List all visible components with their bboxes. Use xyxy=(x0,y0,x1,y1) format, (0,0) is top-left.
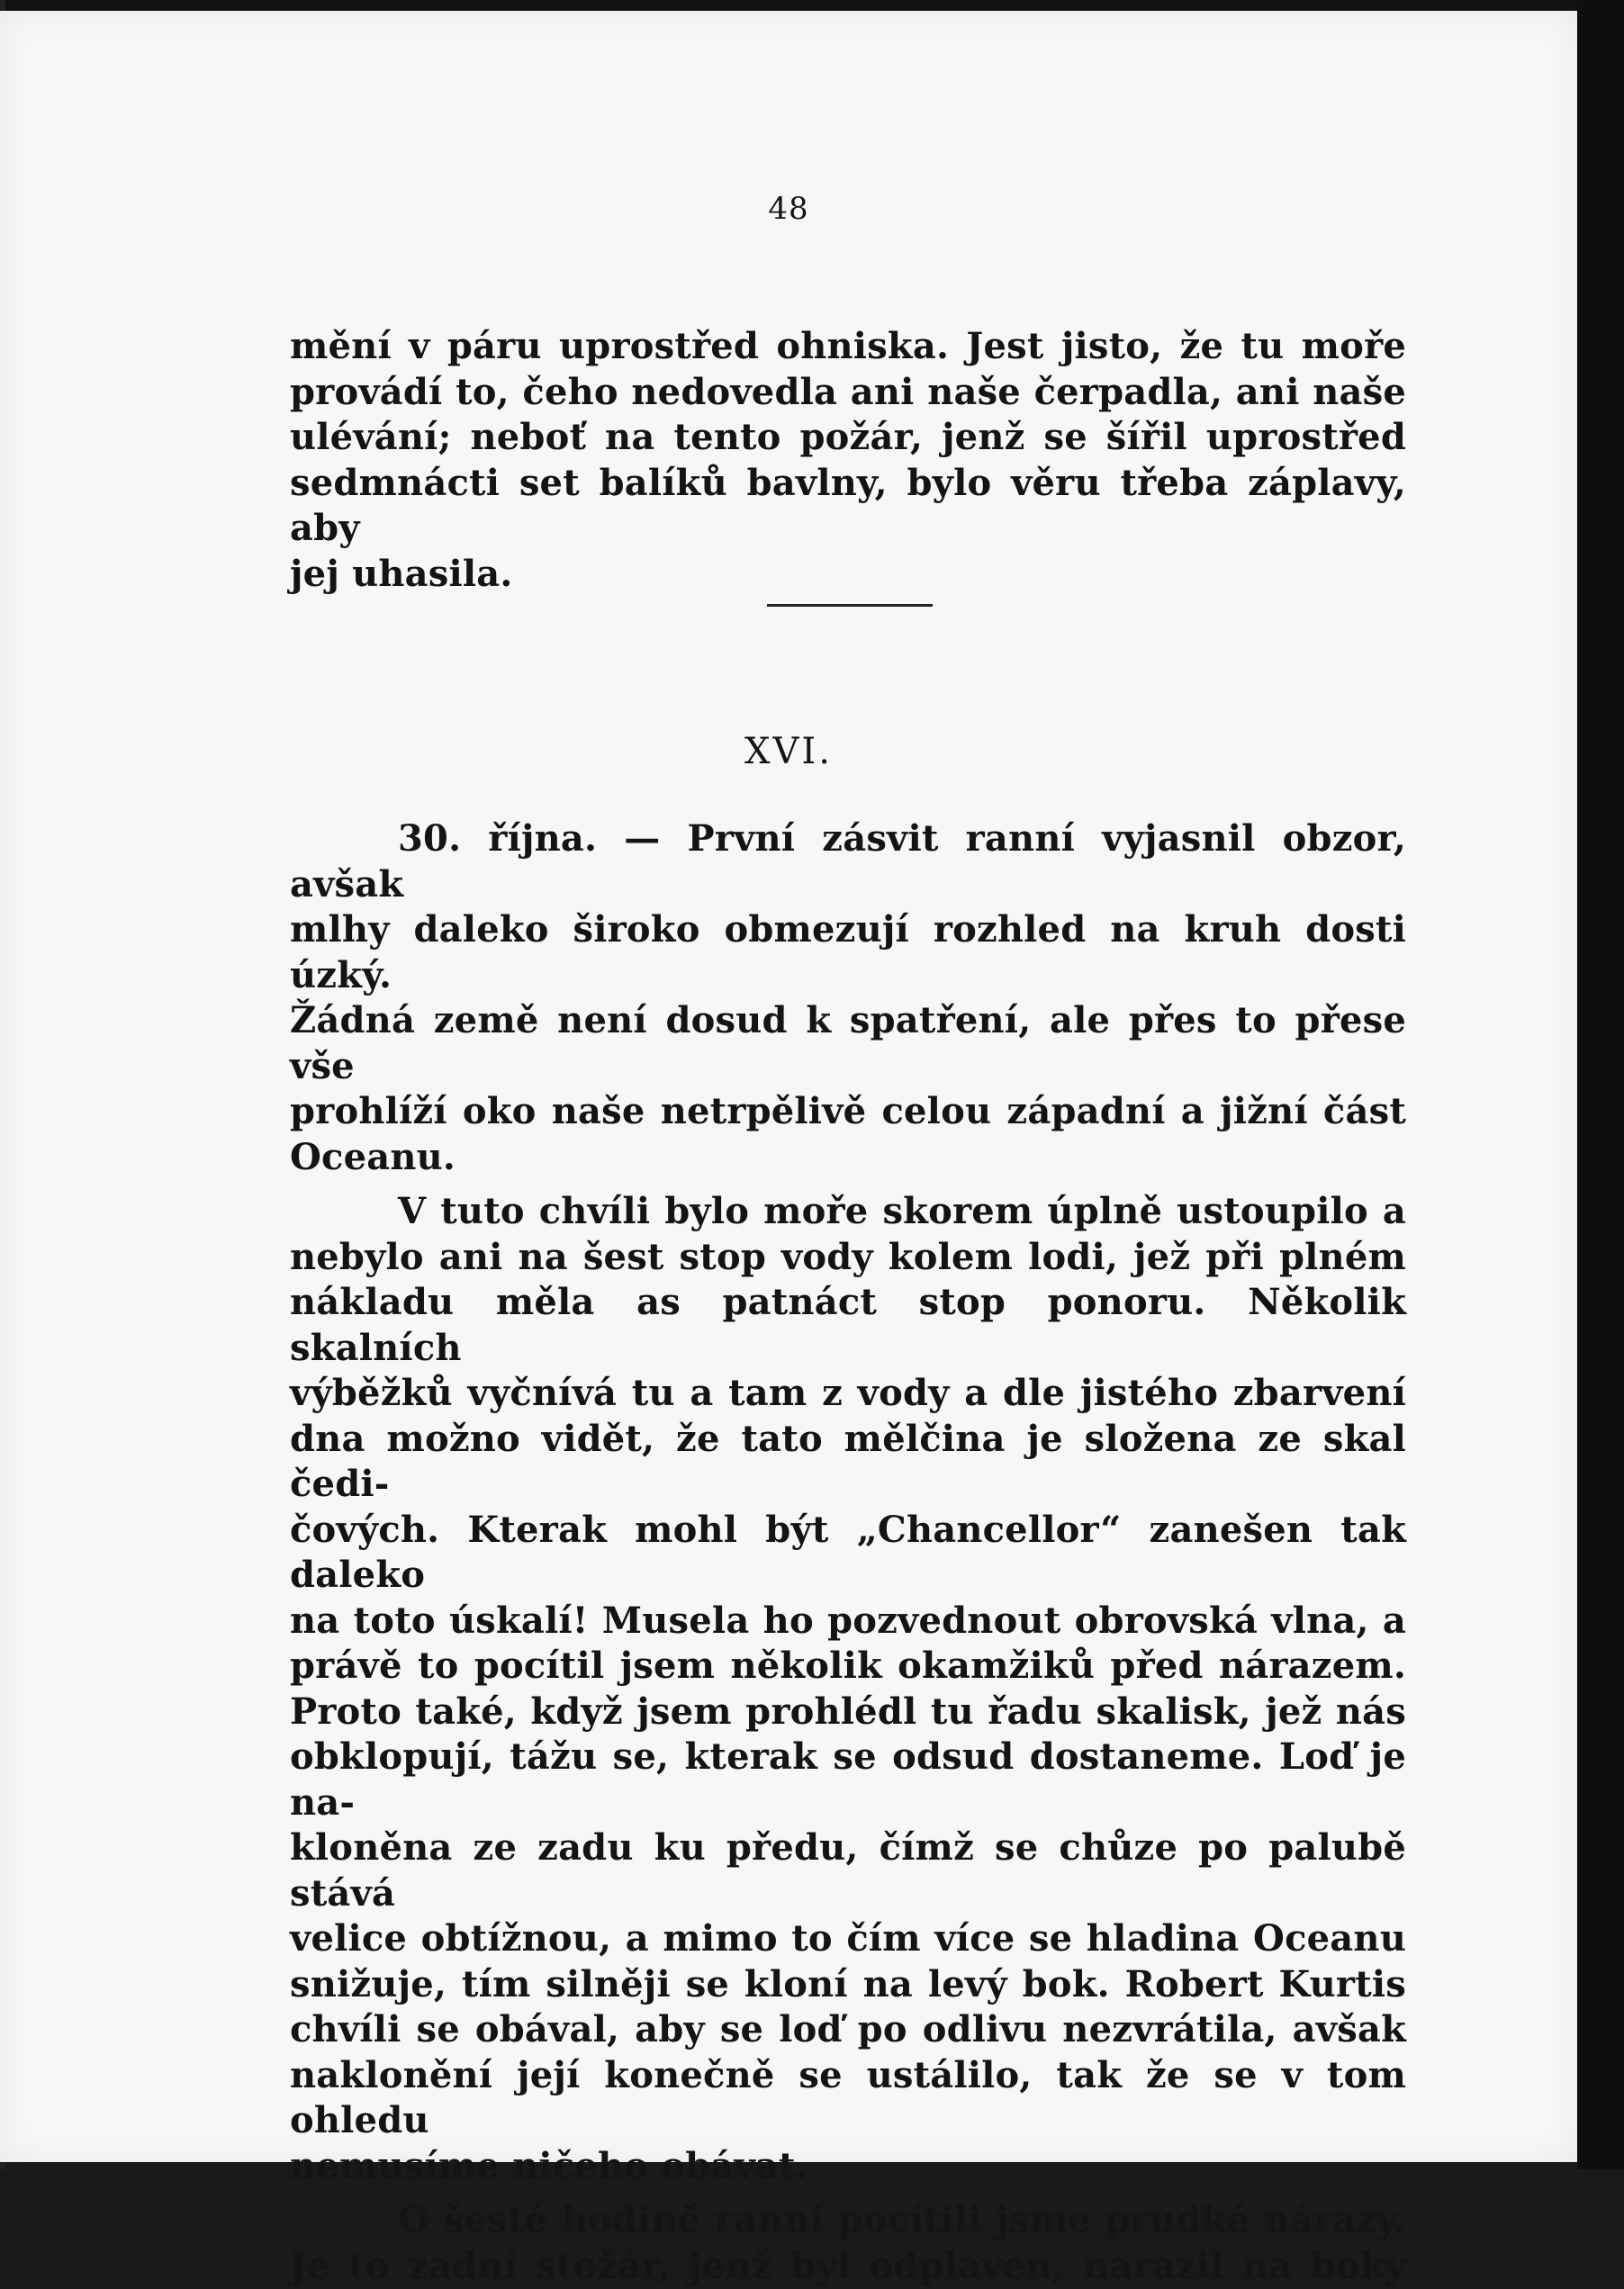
scan-border-right xyxy=(1577,0,1624,2169)
text-line: jej uhasila. xyxy=(290,552,1406,598)
text-line: nebylo ani na šest stop vody kolem lodi, jež při plném xyxy=(290,1235,1406,1281)
text-line: Oceanu. xyxy=(290,1135,1406,1181)
text-line: snižuje, tím silněji se kloní na levý bok. Robert Kurtis xyxy=(290,1962,1406,2008)
text-line: Žádná země není dosud k spatření, ale přes to přese vše xyxy=(290,998,1406,1089)
text-line: právě to pocítil jsem několik okamžiků před nárazem. xyxy=(290,1644,1406,1690)
text-line: výběžků vyčnívá tu a tam z vody a dle jistého zbarvení xyxy=(290,1371,1406,1417)
page-number: 48 xyxy=(0,191,1577,227)
text-line: mlhy daleko široko obmezují rozhled na kruh dosti úzký. xyxy=(290,907,1406,998)
text-line: kloněna ze zadu ku předu, čímž se chůze po palubě stává xyxy=(290,1825,1406,1916)
text-line: čových. Kterak mohl být „Chancellor“ zanešen tak daleko xyxy=(290,1508,1406,1599)
chapter-heading: XVI. xyxy=(0,731,1577,772)
book-page xyxy=(0,11,1577,2162)
continued-paragraph xyxy=(290,324,1406,597)
text-line: Proto také, když jsem prohlédl tu řadu skalisk, jež nás xyxy=(290,1690,1406,1735)
chapter-body xyxy=(290,816,1406,2289)
text-line: mění v páru uprostřed ohniska. Jest jisto, že tu moře xyxy=(290,324,1406,370)
text-line: nákladu měla as patnáct stop ponoru. Několik skalních xyxy=(290,1280,1406,1371)
text-line: V tuto chvíli bylo moře skorem úplně ustoupilo a xyxy=(290,1189,1406,1235)
text-line: O šesté hodině ranní pocítili jsme prudké nárazy. xyxy=(290,2198,1406,2244)
text-line: velice obtížnou, a mimo to čím více se hladina Oceanu xyxy=(290,1916,1406,1962)
text-line: ulévání; neboť na tento požár, jenž se šířil uprostřed xyxy=(290,415,1406,461)
text-line: dna možno vidět, že tato mělčina je složena ze skal čedi- xyxy=(290,1417,1406,1508)
text-line: Je to zadní stožár, jenž byl odplaven, narazil na boky xyxy=(290,2244,1406,2289)
text-line: provádí to, čeho nedovedla ani naše čerpadla, ani naše xyxy=(290,370,1406,416)
text-line: nemusíme ničeho obávat. xyxy=(290,2144,1406,2190)
text-line: prohlíží oko naše netrpělivě celou západní a jižní část xyxy=(290,1089,1406,1135)
text-line: chvíli se obával, aby se loď po odlivu nezvrátila, avšak xyxy=(290,2007,1406,2053)
text-line: obklopují, tážu se, kterak se odsud dostaneme. Loď je na- xyxy=(290,1735,1406,1825)
text-line: sedmnácti set balíků bavlny, bylo věru třeba záplavy, aby xyxy=(290,461,1406,552)
text-line: naklonění její konečně se ustálilo, tak že se v tom ohledu xyxy=(290,2053,1406,2144)
section-divider xyxy=(767,604,933,607)
text-line: 30. října. — První zásvit ranní vyjasnil obzor, avšak xyxy=(290,816,1406,907)
text-line: na toto úskalí! Musela ho pozvednout obrovská vlna, a xyxy=(290,1599,1406,1645)
scan-border-top xyxy=(0,0,1624,11)
